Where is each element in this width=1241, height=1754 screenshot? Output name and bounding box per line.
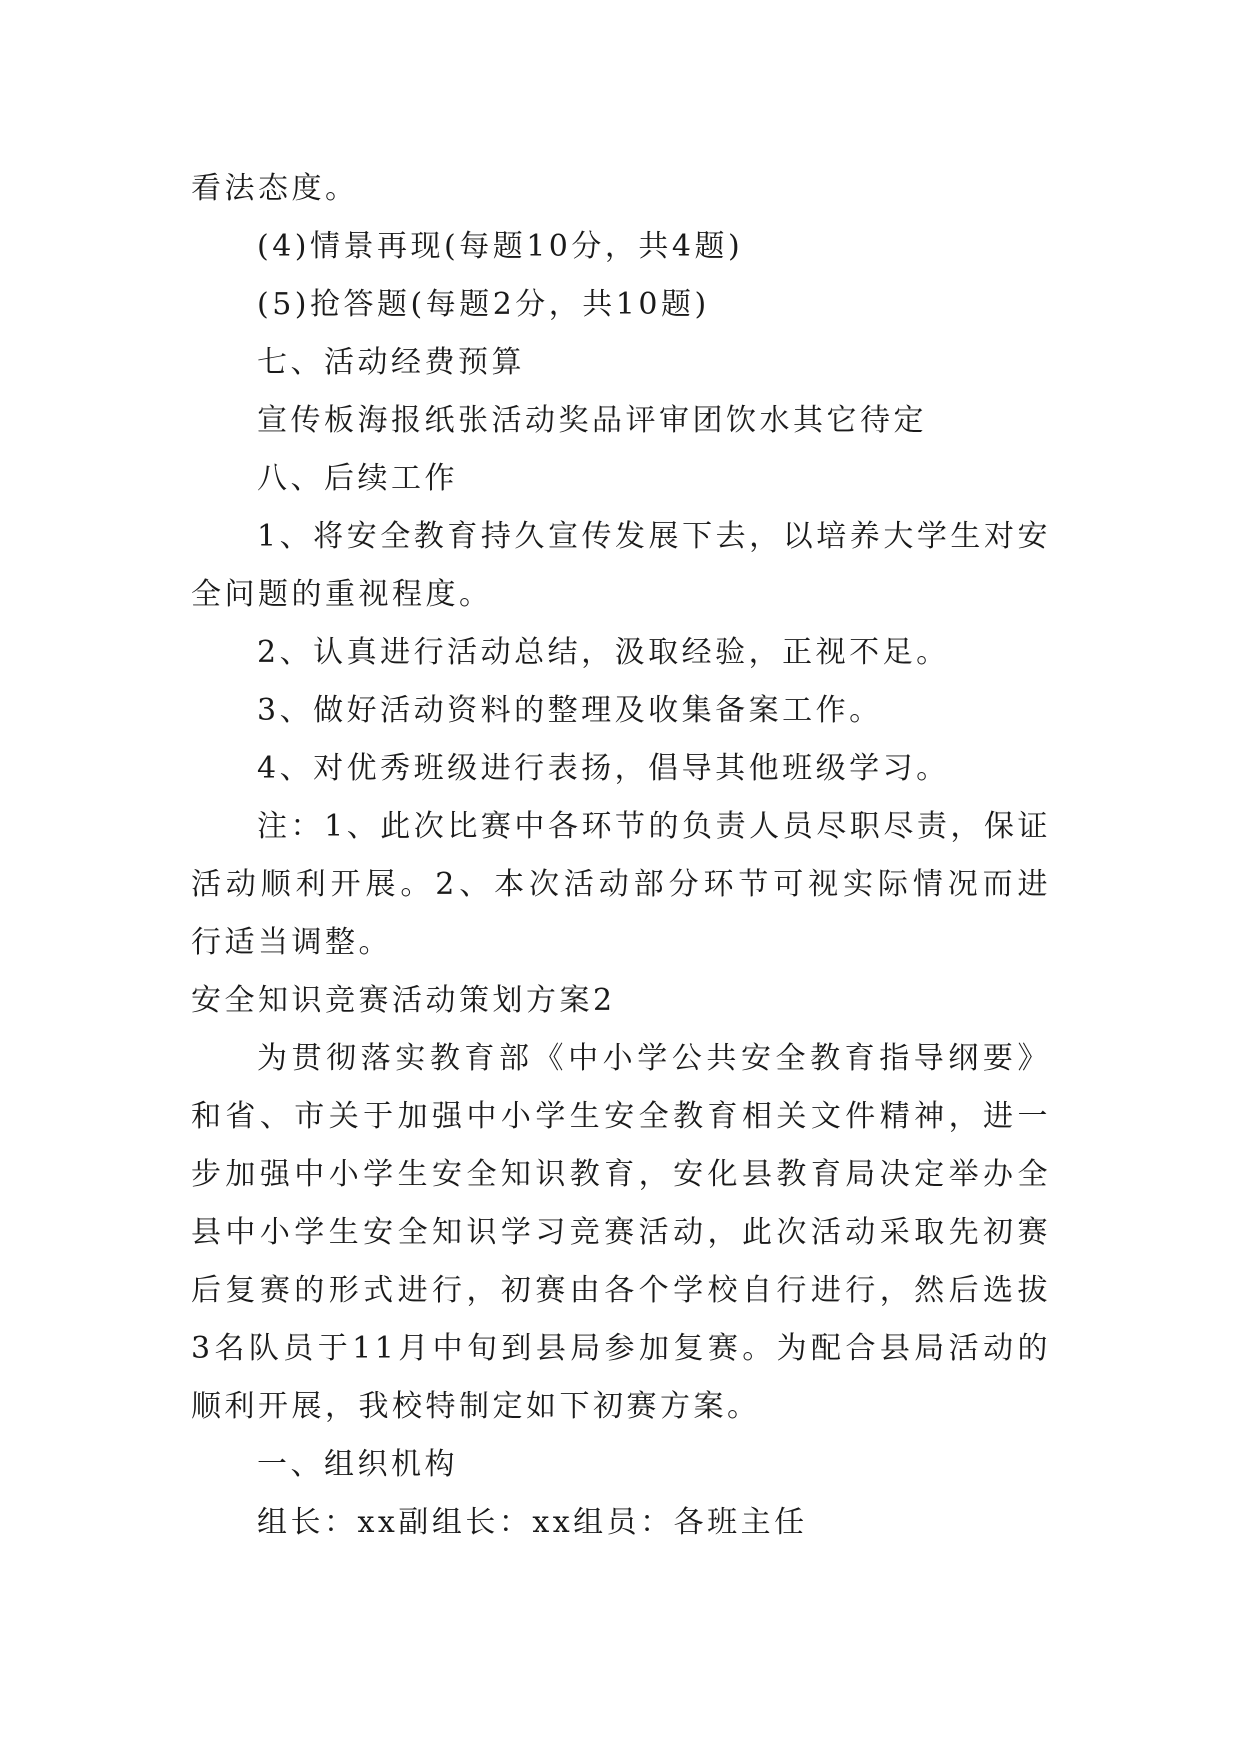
list-item-followup-2: 2、认真进行活动总结，汲取经验，正视不足。: [257, 635, 950, 670]
section-heading-budget: 七、活动经费预算: [257, 345, 525, 380]
list-item-followup-3: 3、做好活动资料的整理及收集备案工作。: [257, 693, 883, 728]
list-item-followup-1: 1、将安全教育持久宣传发展下去，以培养大学生对安全问题的重视程度。: [191, 519, 1051, 612]
list-item-scenario-reenactment: (4)情景再现(每题10分，共4题): [257, 229, 744, 264]
document-title: 安全知识竞赛活动策划方案2: [191, 983, 616, 1018]
paragraph-continuation: 看法态度。: [191, 171, 359, 206]
list-item-quick-answer: (5)抢答题(每题2分，共10题): [257, 287, 710, 322]
paragraph-intro: 为贯彻落实教育部《中小学公共安全教育指导纲要》和省、市关于加强中小学生安全教育相关文件精神，进一步加强中小学生安全知识教育，安化县教育局决定举办全县中小学生安全知识学习竞赛活动，此次活动采取先初赛后复赛的形式进行，初赛由各个学校自行进行，然后选拔3名队员于11月中旬到县局参加复赛。为配合县局活动的顺利开展，我校特制定如下初赛方案。: [191, 1041, 1051, 1424]
paragraph-note: 注：1、此次比赛中各环节的负责人员尽职尽责，保证活动顺利开展。2、本次活动部分环节可视实际情况而进行适当调整。: [191, 809, 1051, 960]
section-heading-organization: 一、组织机构: [257, 1447, 458, 1482]
list-item-followup-4: 4、对优秀班级进行表扬，倡导其他班级学习。: [257, 751, 950, 786]
document-body: [191, 160, 1051, 1552]
paragraph-budget-items: 宣传板海报纸张活动奖品评审团饮水其它待定: [257, 403, 927, 438]
paragraph-organization-members: 组长：xx副组长：xx组员：各班主任: [257, 1505, 808, 1540]
section-heading-followup: 八、后续工作: [257, 461, 458, 496]
